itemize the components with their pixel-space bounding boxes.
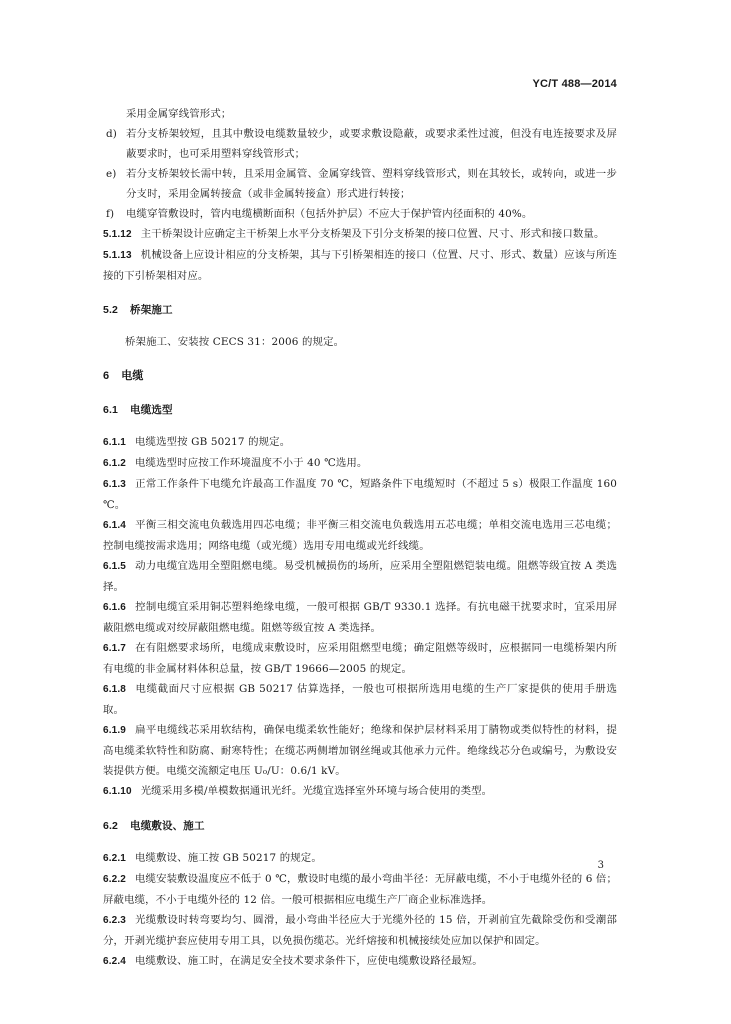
clause-6-1-1 [103,432,617,453]
clause-6-2-2 [103,869,617,910]
continued-line: 采用金属穿线管形式； [126,108,232,120]
clause-text: 控制电缆宜采用铜芯塑料绝缘电缆，一般可根据 GB/T 9330.1 选择。有抗电磁干扰要求时，宜采用屏蔽阻燃电缆或对绞屏蔽阻燃电缆。阻燃等级宜按 A 类选择。 [103,601,617,634]
chapter-title: 电缆 [121,369,144,382]
clause-6-1-9 [103,720,617,781]
clause-5-1-13 [103,245,617,286]
clause-text: 平衡三相交流电负载选用四芯电缆；非平衡三相交流电负载选用五芯电缆；单相交流电选用三芯电缆；控制电缆按需求选用；网络电缆（或光缆）选用专用电缆或光纤线缆。 [103,519,617,552]
list-item-f [103,204,617,224]
item-label: d) [106,128,118,140]
clause-6-2-1 [103,848,617,869]
list-item-d [103,124,617,164]
clause-6-2-3 [103,910,617,951]
clause-number: 6.1.5 [103,561,126,572]
clause-number: 6.1.9 [103,725,126,736]
clause-number: 6.1.4 [103,520,126,531]
clause-6-1-4 [103,515,617,556]
clause-6-1-5 [103,556,617,597]
section-heading-5-2 [103,300,617,320]
clause-text: 动力电缆宜选用全塑阻燃电缆。易受机械损伤的场所，应采用全塑阻燃铠装电缆。阻燃等级宜按 A 类选择。 [103,560,617,593]
chapter-number: 6 [103,370,110,382]
page-number: 3 [597,860,604,871]
section-title: 电缆选型 [130,404,173,416]
clauses-6-2 [103,848,617,972]
clause-5-1-12 [103,224,617,245]
clauses-6-1 [103,432,617,802]
section-number: 6.1 [103,404,119,416]
clause-number: 6.2.3 [103,915,126,926]
clause-6-1-10 [103,781,617,802]
clause-number: 5.1.13 [103,250,132,261]
list-item-e [103,164,617,204]
item-text: 若分支桥架较长需中转，且采用金属管、金属穿线管、塑料穿线管形式，则在其较长，或转向，或进一步分支时，采用金属转接盒（或非金属转接盒）形式进行转接； [126,168,617,200]
clause-number: 6.1.10 [103,786,132,797]
clause-text: 扁平电缆线芯采用软结构，确保电缆柔软性能好；绝缘和保护层材料采用丁腈物或类似特性的材料，提高电缆柔软特性和防腐、耐寒特性；在缆芯两侧增加钢丝绳或其他承力元件。绝缘线芯分色或编号，为敷设安装提供方便。电缆交流额定电压 U₀/U：0.6/1 kV。 [103,724,617,777]
clause-number: 6.2.2 [103,874,126,885]
clause-6-1-3 [103,474,617,515]
clause-number: 5.1.12 [103,229,132,240]
clause-6-1-2 [103,453,617,474]
clause-number: 6.1.1 [103,437,126,448]
clause-number: 6.1.8 [103,684,126,695]
item-label: e) [106,168,117,180]
document-id-header: YC/T 488—2014 [532,78,617,90]
clause-text: 机械设备上应设计相应的分支桥架，其与下引桥架相连的接口（位置、尺寸、形式、数量）应该与所连接的下引桥架相对应。 [103,249,617,282]
clause-text: 光缆采用多模/单模数据通讯光纤。光缆宜选择室外环境与场合使用的类型。 [140,785,493,797]
section-title: 桥架施工 [130,304,173,316]
page-body [103,104,617,972]
clause-text: 主干桥架设计应确定主干桥架上水平分支桥架及下引分支桥架的接口位置、尺寸、形式和接口数量。 [140,228,605,240]
section-heading-6-1 [103,400,617,420]
clause-text: 电缆敷设、施工按 GB 50217 的规定。 [135,852,322,864]
clause-text: 电缆敷设、施工时，在满足安全技术要求条件下，应使电缆敷设路径最短。 [135,955,483,967]
clause-6-1-8 [103,679,617,720]
clause-6-1-6 [103,597,617,638]
clause-6-1-7 [103,638,617,679]
clause-number: 6.2.4 [103,956,126,967]
clause-number: 6.1.7 [103,643,126,654]
clause-text: 电缆选型按 GB 50217 的规定。 [135,436,291,448]
clause-text: 光缆敷设时转弯要均匀、圆滑，最小弯曲半径应大于光缆外径的 15 倍，开剥前宜先截除受伤和受潮部分，开剥光缆护套应使用专用工具，以免损伤缆芯。光纤熔接和机械接续处应加以保护和固定。 [103,914,617,947]
section-5-2-text: 桥架施工、安装按 CECS 31：2006 的规定。 [125,336,345,348]
clause-text: 电缆安装敷设温度应不低于 0 ℃，敷设时电缆的最小弯曲半径：无屏蔽电缆，不小于电缆外径的 6 倍；屏蔽电缆，不小于电缆外径的 12 倍。一般可根据相应电缆生产厂商企业标准选择。 [103,873,617,906]
section-heading-6-2 [103,816,617,836]
item-list [103,124,617,224]
clause-number: 6.1.3 [103,479,126,490]
clause-6-2-4 [103,951,617,972]
section-number: 5.2 [103,304,119,316]
item-text: 若分支桥架较短，且其中敷设电缆数量较少，或要求敷设隐蔽，或要求柔性过渡，但没有电连接要求及屏蔽要求时，也可采用塑料穿线管形式； [126,128,617,160]
item-text: 电缆穿管敷设时，管内电缆横断面积（包括外护层）不应大于保护管内径面积的 40%。 [126,208,533,220]
section-title: 电缆敷设、施工 [130,820,205,832]
clause-text: 电缆选型时应按工作环境温度不小于 40 ℃选用。 [135,457,368,469]
chapter-heading-6 [103,366,617,386]
clause-number: 6.1.6 [103,602,126,613]
clause-number: 6.2.1 [103,853,126,864]
clause-text: 正常工作条件下电缆允许最高工作温度 70 ℃，短路条件下电缆短时（不超过 5 s）极限工作温度 160 ℃。 [103,478,617,511]
clause-number: 6.1.2 [103,458,126,469]
item-label: f) [106,208,115,220]
section-number: 6.2 [103,820,119,832]
clause-text: 在有阻燃要求场所，电缆成束敷设时，应采用阻燃型电缆；确定阻燃等级时，应根据同一电缆桥架内所有电缆的非金属材料体积总量，按 GB/T 19666—2005 的规定。 [103,642,617,675]
clause-text: 电缆截面尺寸应根据 GB 50217 估算选择，一般也可根据所选用电缆的生产厂家提供的使用手册选取。 [103,683,617,716]
